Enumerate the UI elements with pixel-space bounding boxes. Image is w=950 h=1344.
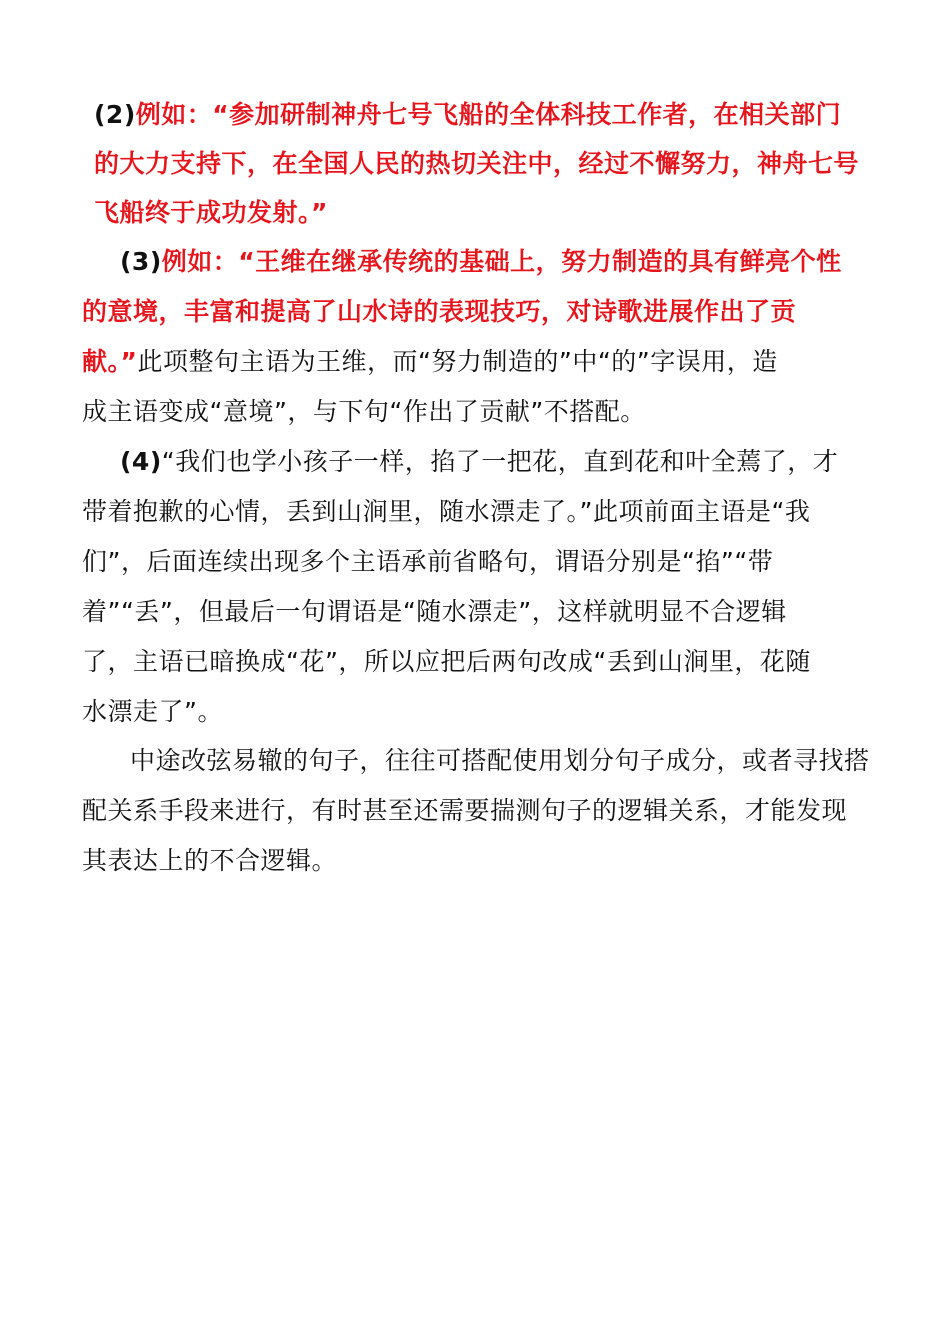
para4-line2: 带着抱歉的心情，丢到山涧里，随水漂走了。”此项前面主语是“我 [82,497,811,526]
para3-text-3-plain: 此项整句主语为王维，而“努力制造的”中“的”字误用，造 [137,347,778,376]
para2-text-1: 例如：“参加研制神舟七号飞船的全体科技工作者，在相关部门 [135,100,842,129]
para4-line3: 们”，后面连续出现多个主语承前省略句，谓语分别是“掐”“带 [82,547,774,576]
para4-number: (4) [120,447,162,476]
para3-line1 [120,247,842,277]
para2-number: (2) [94,100,136,129]
para3-number: (3) [120,247,162,276]
para3-line2: 的意境，丰富和提高了山水诗的表现技巧，对诗歌进展作出了贡 [82,297,797,326]
para3-text-3-red: 献。” [82,347,138,376]
para4-line5: 了，主语已暗换成“花”，所以应把后两句改成“丢到山涧里，花随 [82,647,811,676]
para4-line1 [120,447,838,477]
para2-line3: 飞船终于成功发射。” [94,198,328,227]
summary-line3: 其表达上的不合逻辑。 [82,846,338,875]
summary-line2: 配关系手段来进行，有时甚至还需要揣测句子的逻辑关系，才能发现 [82,796,848,825]
para3-line3 [82,347,778,377]
para2-line2: 的大力支持下，在全国人民的热切关注中，经过不懈努力，神舟七号 [94,149,860,178]
summary-line1: 中途改弦易辙的句子，往往可搭配使用划分句子成分，或者寻找搭 [130,746,870,775]
para2-line1 [94,100,841,130]
para4-line6: 水漂走了”。 [82,697,223,726]
para3-line4: 成主语变成“意境”，与下句“作出了贡献”不搭配。 [82,397,646,426]
para4-text-1: “我们也学小孩子一样，掐了一把花，直到花和叶全蔫了，才 [161,447,839,476]
para4-line4: 着”“丢”，但最后一句谓语是“随水漂走”，这样就明显不合逻辑 [82,597,787,626]
para3-text-1: 例如：“王维在继承传统的基础上，努力制造的具有鲜亮个性 [161,247,842,276]
